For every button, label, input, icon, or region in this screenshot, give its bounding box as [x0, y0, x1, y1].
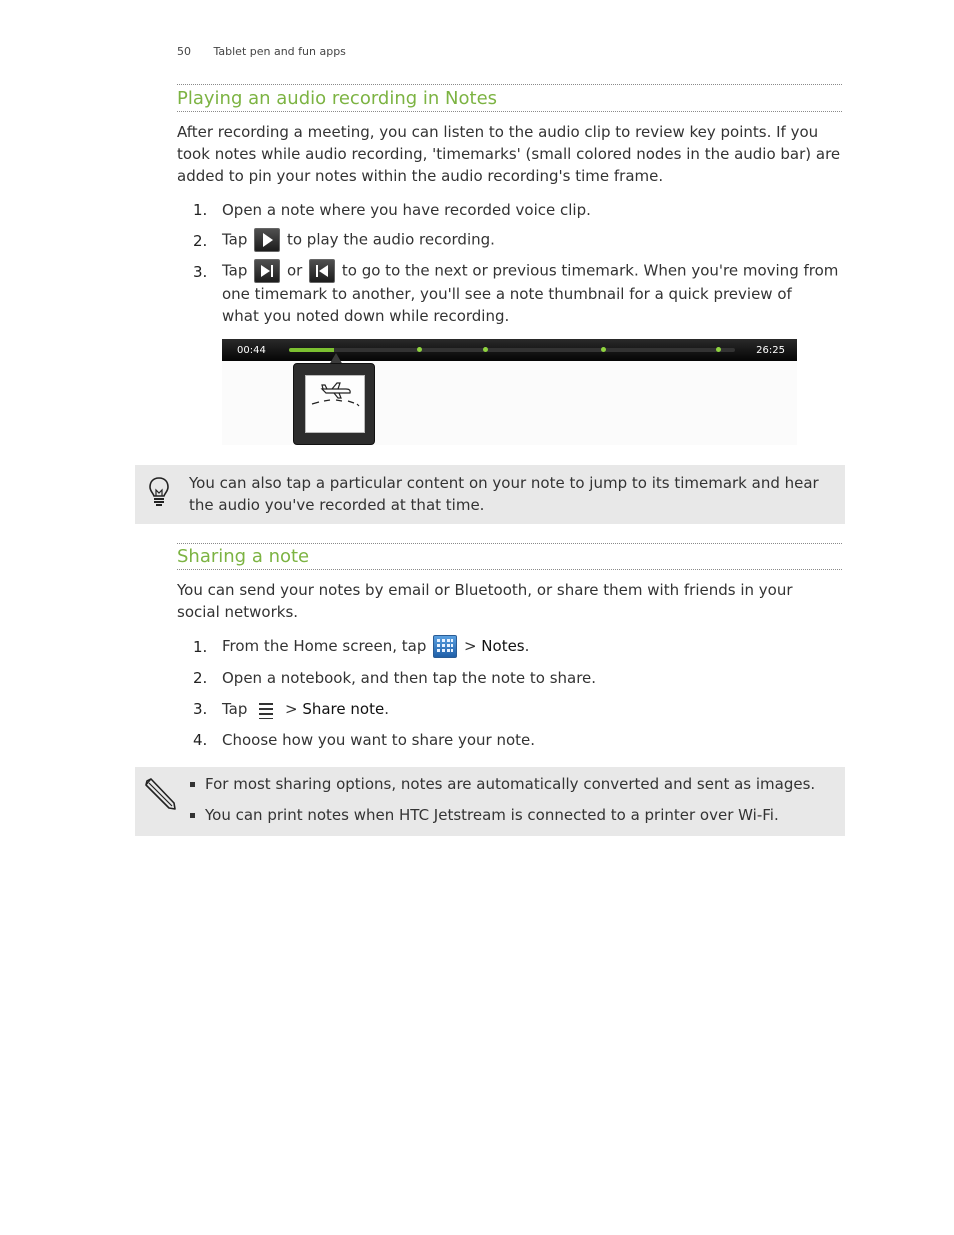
note-bullet: For most sharing options, notes are automatically converted and sent as images.: [189, 773, 815, 795]
section-divider-bottom: [177, 569, 842, 570]
step-text-pre: Tap: [222, 261, 248, 280]
step-number: 3.: [193, 700, 208, 718]
section-title-sharing: Sharing a note: [177, 546, 310, 567]
section-title-playing: Playing an audio recording in Notes: [177, 88, 498, 109]
step-text-end: .: [384, 700, 389, 718]
note-thumbnail-page: [305, 375, 365, 433]
section-intro: After recording a meeting, you can listen to the audio clip to review key points. If you took notes while audio recording, 'timemarks' (small colored nodes in the audio bar) are added to pin your notes within the audio recording's time frame.: [177, 123, 841, 185]
step-text-or: or: [286, 261, 303, 280]
step-text-line: one timemark to another, you'll see a note thumbnail for a quick preview of: [222, 285, 792, 303]
step-text-end: .: [524, 637, 530, 655]
step-number: 2.: [193, 232, 208, 250]
audio-progress-track: [289, 348, 735, 352]
section-divider-top: [177, 543, 842, 544]
step-text-line: what you noted down while recording.: [222, 307, 510, 325]
step-text: Open a notebook, and then tap the note to share.: [222, 669, 597, 687]
section-divider-bottom: [177, 111, 842, 112]
step-number: 1.: [193, 201, 208, 219]
timemark-node: [483, 347, 488, 352]
tip-text-line: You can also tap a particular content on your note to jump to its timemark and hear: [189, 474, 819, 492]
section-divider-top: [177, 84, 842, 85]
step-text-pre: From the Home screen, tap: [222, 637, 427, 655]
step-text-line: to go to the next or previous timemark. When you're moving from: [341, 261, 839, 280]
note-callout: [135, 767, 845, 836]
tip-callout: [135, 465, 845, 524]
previous-timemark-icon: [309, 259, 335, 283]
step-text: Choose how you want to share your note.: [222, 731, 536, 749]
timemark-node: [716, 347, 721, 352]
next-timemark-icon: [254, 259, 280, 283]
running-section-title: Tablet pen and fun apps: [213, 45, 346, 58]
step-text-pre: Tap: [222, 230, 248, 249]
total-time: 26:25: [756, 345, 785, 356]
tip-text-line: the audio you've recorded at that time.: [189, 496, 485, 514]
step-number: 2.: [193, 669, 208, 687]
menu-icon: [256, 700, 276, 720]
audio-playback-figure: [222, 339, 797, 445]
step-text: [222, 259, 845, 327]
step-text-pre: Tap: [222, 700, 248, 718]
lightbulb-icon: [149, 477, 169, 507]
step-separator: >: [463, 637, 477, 655]
play-icon: [254, 228, 280, 252]
step-number: 1.: [193, 638, 208, 656]
step-text: [222, 698, 389, 720]
timemark-node: [601, 347, 606, 352]
step-separator: >: [284, 700, 298, 718]
intro-line: social networks.: [177, 603, 299, 621]
intro-line: You can send your notes by email or Bluetooth, or share them with friends in your: [177, 581, 793, 599]
step-number: 3.: [193, 263, 208, 281]
note-bullet: You can print notes when HTC Jetstream is connected to a printer over Wi-Fi.: [189, 804, 815, 826]
page-number: 50: [177, 45, 191, 58]
audio-bar: [222, 339, 797, 361]
step-number: 4.: [193, 731, 208, 749]
step-text: [222, 635, 529, 658]
step-text: [222, 228, 495, 252]
step-text: Open a note where you have recorded voice clip.: [222, 201, 591, 219]
ui-label-notes: Notes: [481, 637, 525, 655]
timemark-node: [417, 347, 422, 352]
section-intro: [177, 579, 845, 623]
step-text-post: to play the audio recording.: [286, 230, 495, 249]
all-apps-grid-icon: [433, 635, 457, 658]
current-time: 00:44: [237, 345, 266, 356]
note-thumbnail: [293, 363, 375, 445]
page-header: [177, 45, 346, 58]
ui-label-share-note: Share note: [302, 700, 385, 718]
airplane-sketch-icon: [306, 376, 364, 432]
audio-progress-fill: [289, 348, 334, 352]
pencil-icon: [143, 777, 177, 811]
